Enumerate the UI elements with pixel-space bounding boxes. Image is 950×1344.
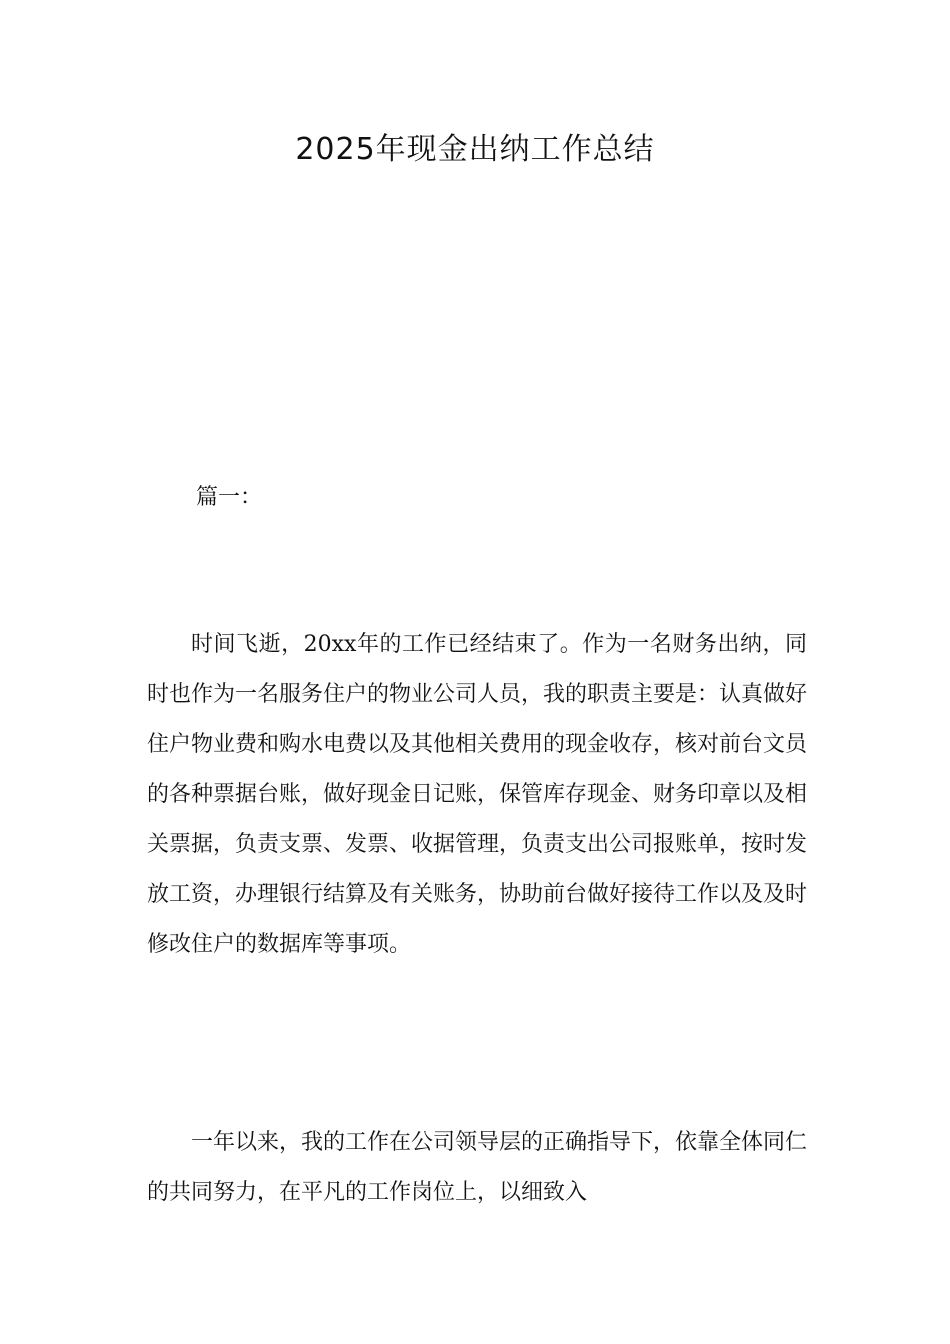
section-heading: 篇一： bbox=[196, 485, 263, 510]
document-title: 2025年现金出纳工作总结 bbox=[295, 132, 655, 167]
body-paragraph: 一年以来，我的工作在公司领导层的正确指导下，依靠全体同仁的共同努力，在平凡的工作岗位上，以细致入 bbox=[147, 1130, 808, 1205]
body-paragraph: 时间飞逝，20xx年的工作已经结束了。作为一名财务出纳，同时也作为一名服务住户的物业公司人员，我的职责主要是：认真做好住户物业费和购水电费以及其他相关费用的现金收存，核对前台文员的各种票据台账，做好现金日记账，保管库存现金、财务印章以及相关票据，负责支票、发票、收据管理，负责支出公司报账单，按时发放工资，办理银行结算及有关账务，协助前台做好接待工作以及及时修改住户的数据库等事项。 bbox=[147, 632, 808, 957]
